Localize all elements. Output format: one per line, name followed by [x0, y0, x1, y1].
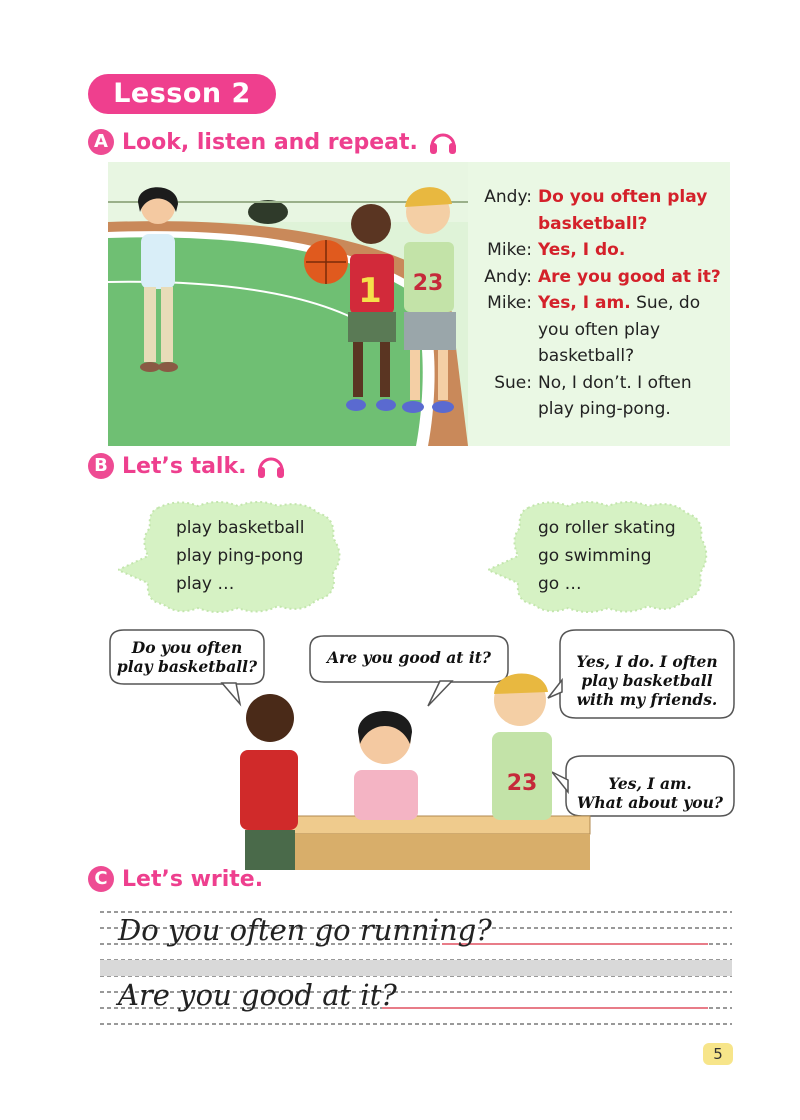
page-number: 5 [703, 1043, 733, 1065]
section-c-title: Let’s write. [122, 866, 264, 892]
dialogue-line [474, 237, 730, 264]
dialogue-line [474, 264, 730, 291]
section-b-letter: B [88, 453, 114, 479]
dialogue-text-tail: Sue, do [630, 293, 701, 313]
speaker-label: Sue: [494, 372, 532, 393]
bubble-line: Yes, I do. I often [576, 652, 718, 671]
dialogue-text-line: play ping-pong. [538, 399, 671, 419]
dialogue-line [474, 184, 730, 237]
headphones-icon[interactable] [428, 128, 458, 156]
phrase: play basketball [176, 518, 305, 538]
lesson-title: Lesson 2 [88, 74, 276, 114]
speech-bubble-middle [310, 648, 508, 667]
cloud-left-text [176, 514, 304, 598]
cloud-right-text [538, 514, 676, 598]
headphones-icon[interactable] [256, 452, 286, 480]
bubble-line: Are you good at it? [327, 648, 491, 667]
phrase: go swimming [538, 546, 652, 566]
bubble-line: What about you? [576, 793, 724, 812]
speaker-label: Andy: [484, 266, 532, 287]
writing-line-2: Are you good at it? [118, 978, 397, 1012]
bubble-line: Yes, I am. [608, 774, 692, 793]
section-a-letter: A [88, 129, 114, 155]
section-b-header [88, 452, 286, 480]
dialogue-text-line: basketball? [538, 346, 635, 366]
speaker-label: Mike: [487, 240, 532, 260]
bubble-line: with my friends. [576, 690, 718, 709]
section-c-letter: C [88, 866, 114, 892]
basketball-scene-illustration [108, 162, 468, 446]
dialogue-line [474, 370, 730, 423]
writing-line-1: Do you often go running? [118, 913, 492, 947]
dialogue-text [474, 184, 730, 423]
section-c-header [88, 866, 263, 892]
dialogue-text-line: Do you often play [538, 187, 708, 207]
dialogue-text-line: Yes, I am. [538, 293, 631, 313]
bubble-line: play basketball? [116, 657, 258, 676]
speech-bubble-right-bottom [566, 774, 734, 812]
bubble-line: play basketball [581, 671, 713, 690]
jersey-number-23: 23 [412, 271, 444, 296]
speech-bubble-left [110, 638, 264, 676]
phrase: go … [538, 574, 582, 594]
section-b-title: Let’s talk. [122, 453, 247, 479]
dialogue-text-line: No, I don’t. I often [538, 372, 692, 393]
dialogue-text-line: Are you good at it? [538, 266, 721, 287]
dialogue-line [474, 290, 730, 370]
speech-bubble-right-top [560, 652, 734, 709]
jersey-number-23-classroom: 23 [506, 771, 538, 796]
writing-lines [100, 910, 732, 1026]
phrase: play … [176, 574, 235, 594]
dialogue-text-line: Yes, I do. [538, 240, 626, 260]
phrase: go roller skating [538, 518, 676, 538]
phrase: play ping-pong [176, 546, 304, 566]
jersey-number-1: 1 [358, 271, 382, 311]
section-a-title: Look, listen and repeat. [122, 129, 418, 155]
speaker-label: Mike: [487, 293, 532, 313]
bubble-line: Do you often [131, 638, 243, 657]
dialogue-text-line: basketball? [538, 213, 648, 234]
section-a-header [88, 128, 458, 156]
speaker-label: Andy: [484, 187, 532, 207]
dialogue-text-line: you often play [538, 319, 661, 340]
